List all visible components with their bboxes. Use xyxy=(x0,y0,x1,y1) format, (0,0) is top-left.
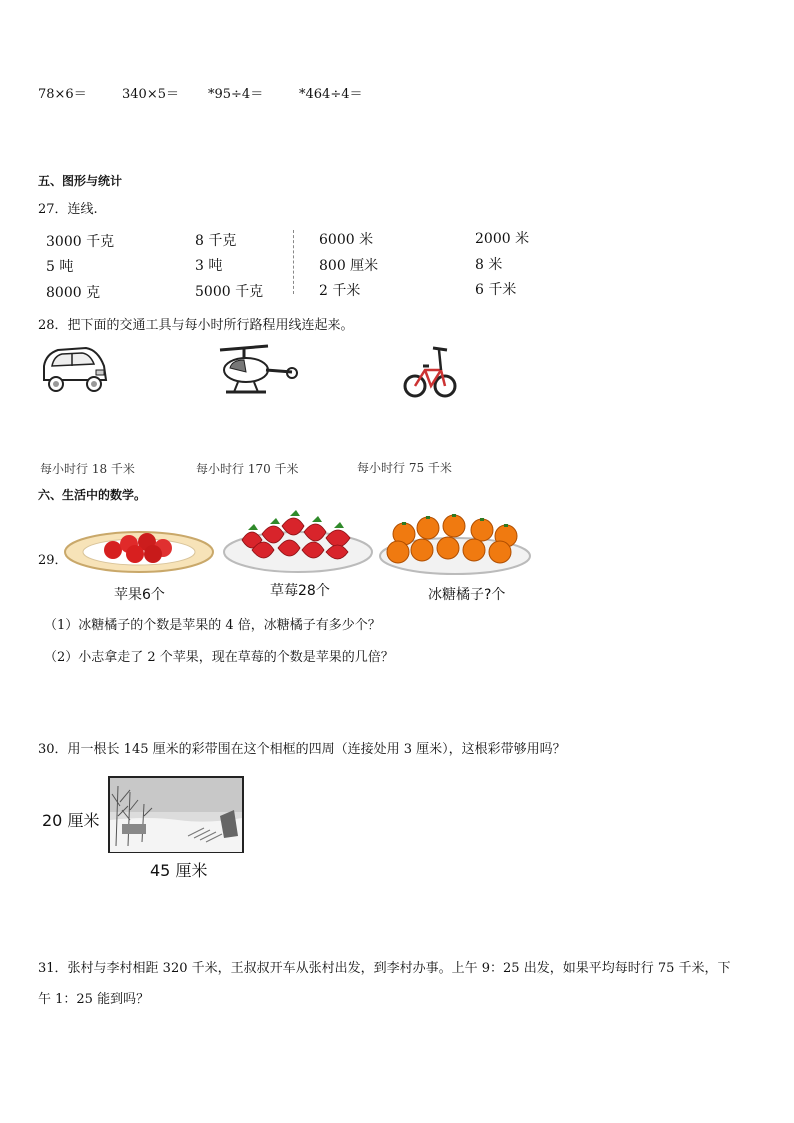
speed-label: 每小时行 170 千米 xyxy=(196,462,299,476)
car-icon xyxy=(38,344,110,396)
match-item: 8 千克 xyxy=(195,233,237,249)
match-item: 3 吨 xyxy=(195,258,223,274)
height-label: 20 厘米 xyxy=(42,811,100,830)
question-title: 28．把下面的交通工具与每小时所行路程用线连起来。 xyxy=(38,318,354,333)
orange-plate-image xyxy=(378,512,532,576)
speed-label: 每小时行 18 千米 xyxy=(40,462,135,476)
divider xyxy=(293,230,294,294)
speed-label: 每小时行 75 千米 xyxy=(357,461,452,475)
question-text: 30．用一根长 145 厘米的彩带围在这个相框的四周（连接处用 3 厘米），这根彩带够用吗？ xyxy=(38,742,566,757)
question-title: 27．连线. xyxy=(38,202,98,217)
section-title: 五、图形与统计 xyxy=(38,174,123,188)
strawberry-plate-image xyxy=(222,504,374,574)
plate-label: 冰糖橘子?个 xyxy=(428,587,506,603)
photo-frame-image xyxy=(108,776,244,853)
bicycle-icon xyxy=(403,340,457,402)
question-text: 31．张村与李村相距 320 千米，王叔叔开车从张村出发，到李村办事。上午 9：25 出发，如果平均每时行 75 千米，下 xyxy=(38,961,731,976)
match-item: 2000 米 xyxy=(475,231,530,247)
calc-item: *464÷4＝ xyxy=(299,87,363,102)
match-item: 5000 千克 xyxy=(195,284,264,300)
question-number: 29． xyxy=(38,553,68,568)
calc-item: 340×5＝ xyxy=(122,87,179,102)
match-item: 8000 克 xyxy=(46,285,101,301)
match-item: 8 米 xyxy=(475,257,503,273)
match-item: 2 千米 xyxy=(319,283,361,299)
plate-label: 草莓28个 xyxy=(270,583,330,599)
match-item: 3000 千克 xyxy=(46,234,115,250)
match-item: 800 厘米 xyxy=(319,258,379,274)
sub-question: （2）小志拿走了 2 个苹果，现在草莓的个数是苹果的几倍？ xyxy=(44,650,394,665)
match-item: 6000 米 xyxy=(319,232,374,248)
match-item: 5 吨 xyxy=(46,259,74,275)
sub-question: （1）冰糖橘子的个数是苹果的 4 倍，冰糖橘子有多少个？ xyxy=(44,618,381,633)
match-item: 6 千米 xyxy=(475,282,517,298)
apple-plate-image xyxy=(63,524,215,576)
calc-item: *95÷4＝ xyxy=(208,87,264,102)
calc-item: 78×6＝ xyxy=(38,87,87,102)
question-text: 午 1：25 能到吗？ xyxy=(38,992,150,1007)
width-label: 45 厘米 xyxy=(150,861,208,880)
plate-label: 苹果6个 xyxy=(114,587,165,603)
section-title: 六、生活中的数学。 xyxy=(38,488,147,502)
helicopter-icon xyxy=(216,342,300,400)
